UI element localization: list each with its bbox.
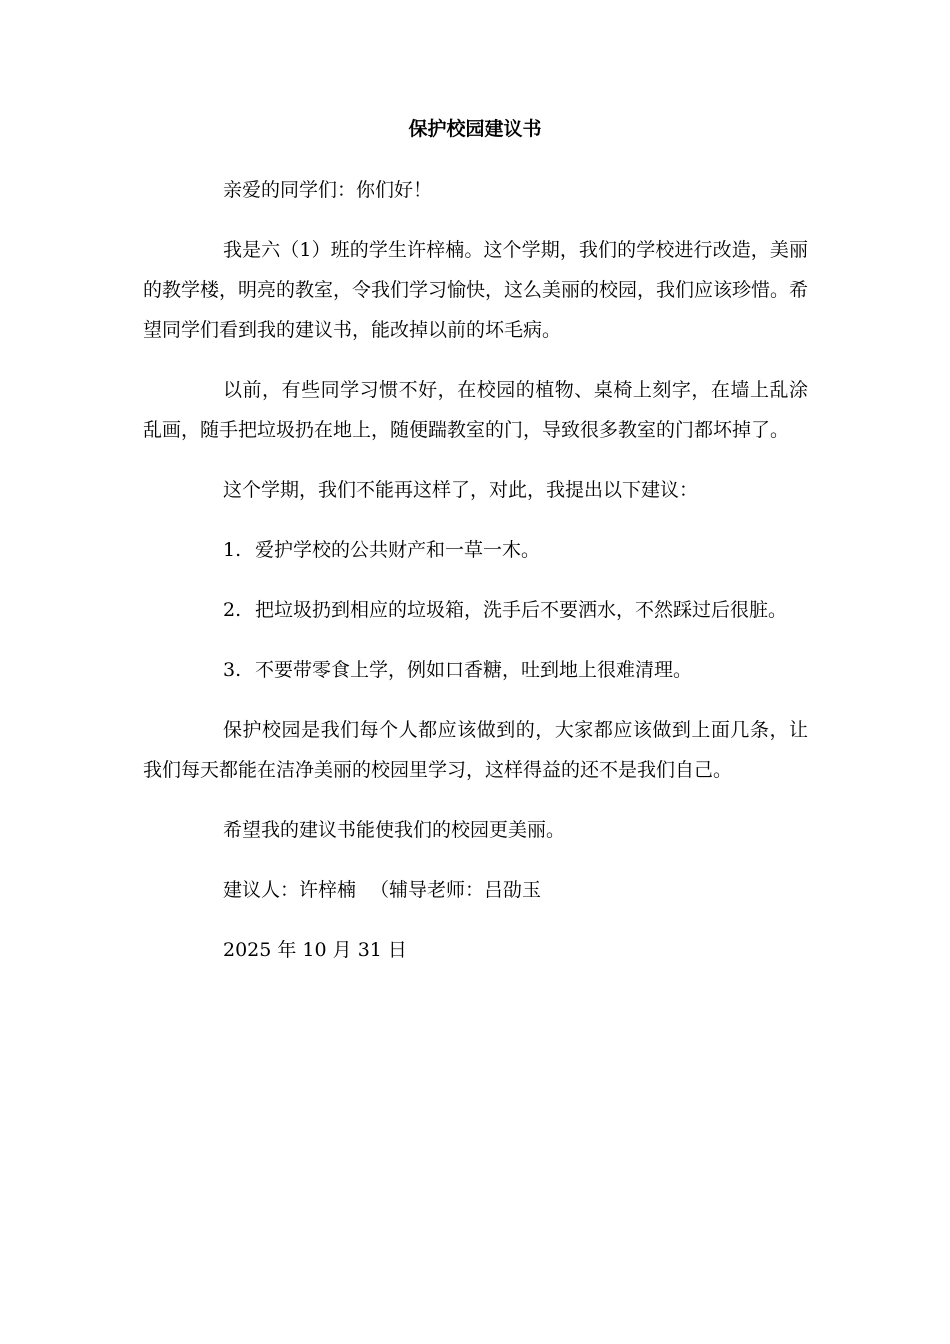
signature-line [143,870,808,910]
paragraph-proposal-lead: 这个学期，我们不能再这样了，对此，我提出以下建议： [223,479,699,501]
list-item-text: 不要带零食上学，例如口香糖，吐到地上很难清理。 [255,659,693,681]
list-item [143,650,808,690]
list-item-text: 把垃圾扔到相应的垃圾箱，洗手后不要洒水，不然踩过后很脏。 [255,599,788,621]
document-title: 保护校园建议书 [408,118,542,140]
list-item-text: 爱护学校的公共财产和一草一木。 [255,539,541,561]
list-item [143,590,808,630]
document-date: 2025 年 10 月 31 日 [223,939,407,961]
paragraph-closing: 保护校园是我们每个人都应该做到的，大家都应该做到上面几条，让我们每天都能在洁净美丽的校园里学习，这样得益的还不是我们自己。 [143,719,808,781]
signature-proposer: 建议人：许梓楠 [223,879,357,901]
list-item-number: 1. [223,539,242,561]
paragraph-intro: 我是六（1）班的学生许梓楠。这个学期，我们的学校进行改造，美丽的教学楼，明亮的教室，令我们学习愉快，这么美丽的校园，我们应该珍惜。希望同学们看到我的建议书，能改掉以前的坏毛病。 [143,239,809,341]
greeting: 亲爱的同学们：你们好！ [223,179,433,201]
document-body [143,170,808,990]
paragraph-wish: 希望我的建议书能使我们的校园更美丽。 [223,819,566,841]
list-item [143,530,808,570]
list-item-number: 2. [223,599,242,621]
signature-teacher: （辅导老师：吕劭玉 [370,879,542,901]
list-item-number: 3. [223,659,242,681]
paragraph-problems: 以前，有些同学习惯不好，在校园的植物、桌椅上刻字，在墙上乱涂乱画，随手把垃圾扔在地上，随便踹教室的门，导致很多教室的门都坏掉了。 [143,379,808,441]
